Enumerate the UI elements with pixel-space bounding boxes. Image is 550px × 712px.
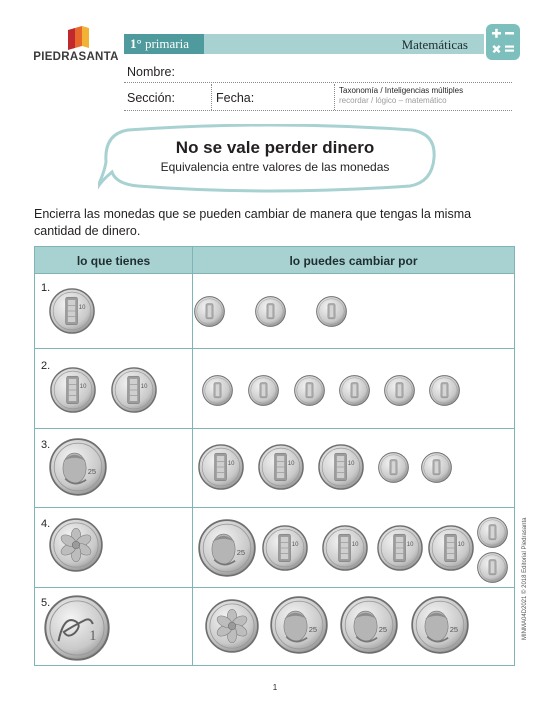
svg-text:10: 10: [140, 384, 148, 391]
coin-5-centavos[interactable]: [429, 375, 460, 406]
svg-text:25: 25: [236, 547, 246, 557]
row-divider: [35, 507, 514, 508]
instruction-text: Encierra las monedas que se pueden cambiar de manera que tengas la misma cantidad de dinero.: [34, 207, 472, 238]
coin-5-centavos[interactable]: [248, 375, 279, 406]
coin-5-centavos[interactable]: [384, 375, 415, 406]
coin-face-icon: [258, 444, 304, 490]
row-divider: [35, 273, 514, 274]
coin-5-centavos[interactable]: [421, 452, 452, 483]
coin-face-icon: [49, 288, 95, 334]
taxonomy-title: Taxonomía / Inteligencias múltiples: [339, 86, 464, 95]
coin-face-icon: [248, 375, 279, 406]
coin-10-centavos[interactable]: [49, 288, 95, 334]
coin-5-centavos[interactable]: [255, 296, 286, 327]
coin-face-icon: [318, 444, 364, 490]
svg-text:1: 1: [89, 627, 97, 644]
row-divider: [35, 587, 514, 588]
coin-face-icon: [477, 552, 508, 583]
coin-5-centavos[interactable]: [477, 552, 508, 583]
coin-face-icon: [255, 296, 286, 327]
column-divider: [192, 247, 193, 665]
coin-face-icon: [384, 375, 415, 406]
grade-number: 1°: [130, 36, 142, 51]
nombre-line[interactable]: [124, 82, 512, 83]
coin-face-icon: [49, 438, 107, 496]
coin-25-centavos[interactable]: [340, 596, 398, 654]
header-have: lo que tienes: [76, 254, 151, 268]
form-divider: [211, 84, 212, 110]
coin-10-centavos[interactable]: [428, 525, 474, 571]
form-divider: [334, 84, 335, 110]
row-number: 5.: [41, 597, 51, 609]
row-divider: [35, 428, 514, 429]
publisher-logo: [28, 26, 124, 66]
svg-text:10: 10: [287, 461, 295, 468]
coin-25-centavos[interactable]: [49, 438, 107, 496]
coin-face-icon: [205, 599, 259, 653]
coin-10-centavos[interactable]: [111, 367, 157, 413]
coin-25-centavos[interactable]: [198, 519, 256, 577]
coin-5-centavos[interactable]: [294, 375, 325, 406]
header-exchange: lo puedes cambiar por: [289, 254, 418, 268]
svg-text:25: 25: [308, 624, 318, 634]
svg-text:25: 25: [87, 466, 97, 476]
coin-face-icon: [44, 595, 110, 661]
coin-face-icon: [428, 525, 474, 571]
table-header: [35, 247, 514, 273]
copyright-note: MINMA04D2021 © 2018 Editorial Piedrasanta: [522, 517, 528, 640]
coin-face-icon: [202, 375, 233, 406]
svg-text:10: 10: [351, 542, 359, 549]
coin-face-icon: [270, 596, 328, 654]
header-bar: [124, 34, 484, 54]
coin-face-icon: [340, 596, 398, 654]
math-operations-icon: [486, 24, 520, 60]
coin-5-centavos[interactable]: [378, 452, 409, 483]
grade-tab: [124, 34, 204, 54]
coin-face-icon: [49, 518, 103, 572]
page-title: No se vale perder dinero: [175, 138, 375, 157]
svg-text:10: 10: [227, 461, 235, 468]
nombre-label: Nombre:: [127, 65, 175, 79]
coin-face-icon: [198, 444, 244, 490]
svg-text:25: 25: [378, 624, 388, 634]
svg-text:25: 25: [449, 624, 459, 634]
coin-50-centavos[interactable]: [49, 518, 103, 572]
svg-text:10: 10: [406, 542, 414, 549]
coin-10-centavos[interactable]: [377, 525, 423, 571]
coin-face-icon: [477, 517, 508, 548]
coin-10-centavos[interactable]: [198, 444, 244, 490]
coin-5-centavos[interactable]: [339, 375, 370, 406]
taxonomy-subtitle: recordar / lógico – matemático: [339, 96, 447, 105]
seccion-label: Sección:: [127, 91, 175, 105]
fecha-label: Fecha:: [216, 91, 255, 105]
logo-text: PIEDRASANTA: [33, 51, 119, 63]
svg-text:10: 10: [347, 461, 355, 468]
coin-5-centavos[interactable]: [194, 296, 225, 327]
coin-1-quetzal[interactable]: [44, 595, 110, 661]
coin-face-icon: [198, 519, 256, 577]
row-divider: [35, 348, 514, 349]
page-subtitle: Equivalencia entre valores de las monedas: [160, 160, 390, 174]
coin-25-centavos[interactable]: [411, 596, 469, 654]
svg-text:10: 10: [291, 542, 299, 549]
coin-face-icon: [316, 296, 347, 327]
coin-face-icon: [294, 375, 325, 406]
coin-10-centavos[interactable]: [262, 525, 308, 571]
svg-text:10: 10: [78, 305, 86, 312]
coin-face-icon: [194, 296, 225, 327]
seccion-line[interactable]: [124, 110, 512, 111]
coin-face-icon: [377, 525, 423, 571]
coin-5-centavos[interactable]: [477, 517, 508, 548]
coin-face-icon: [111, 367, 157, 413]
coin-10-centavos[interactable]: [318, 444, 364, 490]
coin-face-icon: [50, 367, 96, 413]
grade-label: primaria: [144, 36, 189, 51]
coin-10-centavos[interactable]: [322, 525, 368, 571]
coin-face-icon: [411, 596, 469, 654]
row-number: 4.: [41, 518, 51, 530]
subject-label: Matemáticas: [401, 37, 468, 52]
coin-10-centavos[interactable]: [258, 444, 304, 490]
coin-face-icon: [322, 525, 368, 571]
coin-10-centavos[interactable]: [50, 367, 96, 413]
coin-face-icon: [421, 452, 452, 483]
svg-text:10: 10: [79, 384, 87, 391]
coin-50-centavos[interactable]: [205, 599, 259, 653]
coin-face-icon: [378, 452, 409, 483]
coin-face-icon: [339, 375, 370, 406]
coin-face-icon: [262, 525, 308, 571]
books-icon: [66, 26, 92, 50]
row-number: 2.: [41, 360, 51, 372]
coin-5-centavos[interactable]: [316, 296, 347, 327]
page-number: 1: [272, 683, 278, 692]
coin-face-icon: [429, 375, 460, 406]
row-number: 1.: [41, 282, 51, 294]
coin-25-centavos[interactable]: [270, 596, 328, 654]
svg-text:10: 10: [457, 542, 465, 549]
row-number: 3.: [41, 439, 51, 451]
coin-5-centavos[interactable]: [202, 375, 233, 406]
